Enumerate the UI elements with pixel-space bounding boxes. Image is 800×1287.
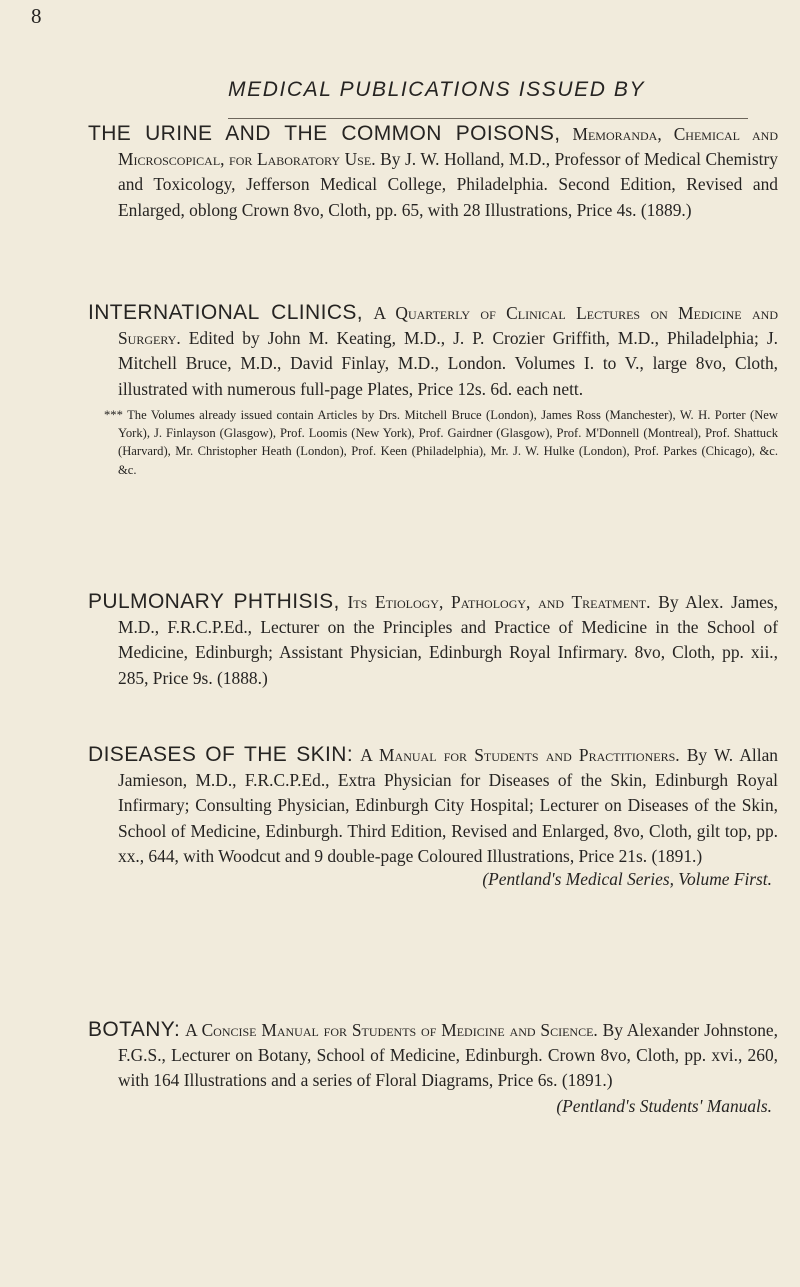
page-number: 8 bbox=[31, 4, 42, 28]
catalog-entry-skin bbox=[88, 742, 778, 892]
entry-text bbox=[88, 589, 778, 691]
catalog-entry-clinics bbox=[88, 300, 778, 479]
entry-heading: PULMONARY PHTHISIS, bbox=[88, 590, 340, 613]
running-head: MEDICAL PUBLICATIONS ISSUED BY bbox=[228, 78, 646, 101]
entry-subtitle: A Manual for Students and Practitioners. bbox=[360, 745, 680, 765]
entry-details: By W. Allan Jamieson, M.D., F.R.C.P.Ed., Extra Physician for Diseases of the Skin, Edinburgh Royal Infirmary; Consulting Physician, Edinburgh City Hospital; Lecturer on Diseases of the Skin, School of Medicine, Edinburgh. Third Edition, Revised and Enlarged, 8vo, Cloth, gilt top, pp. xx., 644, with Woodcut and 9 double-page Coloured Illustrations, Price 21s. (1891.) bbox=[118, 745, 778, 866]
catalog-entry-botany bbox=[88, 1017, 778, 1119]
entry-note: *** The Volumes already issued contain Articles by Drs. Mitchell Bruce (London), James Ross (Manchester), W. H. Porter (New York), J. Finlayson (Glasgow), Prof. Loomis (New York), Prof. Gairdner (Glasgow), Prof. M'Donnell (Montreal), Prof. Shattuck (Harvard), Mr. Christopher Heath (London), Prof. Keen (Philadelphia), Mr. J. W. Hulke (London), Prof. Parkes (Chicago), &c. &c. bbox=[104, 407, 778, 477]
entry-subtitle: Its Etiology, Pathology, and Treatment. bbox=[347, 592, 651, 612]
series-note: (Pentland's Medical Series, Volume First. bbox=[482, 869, 772, 890]
header-rule bbox=[228, 118, 748, 119]
catalog-entry-urine bbox=[88, 121, 778, 223]
entry-text bbox=[88, 300, 778, 402]
entry-subtitle: A Quarterly of Clinical Lectures on Medicine and Surgery. bbox=[118, 303, 778, 349]
entry-text bbox=[88, 742, 778, 869]
entry-heading: THE URINE AND THE COMMON POISONS, bbox=[88, 122, 561, 145]
series-note: (Pentland's Students' Manuals. bbox=[556, 1095, 772, 1116]
entry-heading: DISEASES OF THE SKIN: bbox=[88, 743, 354, 766]
entry-heading: INTERNATIONAL CLINICS, bbox=[88, 301, 364, 324]
entry-details: By Alexander Johnstone, F.G.S., Lecturer on Botany, School of Medicine, Edinburgh. Crown 8vo, Cloth, pp. xvi., 260, with 164 Illustrations and a series of Floral Diagrams, Price 6s. (1891.) bbox=[118, 1020, 778, 1091]
entry-subtitle: Memoranda, Chemical and Microscopical, for Laboratory Use. bbox=[118, 124, 778, 170]
catalog-entry-phthisis bbox=[88, 589, 778, 691]
entry-details: By J. W. Holland, M.D., Professor of Medical Chemistry and Toxicology, Jefferson Medical College, Philadelphia. Second Edition, Revised and Enlarged, oblong Crown 8vo, Cloth, pp. 65, with 28 Illustrations, Price 4s. (1889.) bbox=[118, 149, 778, 220]
entry-details: By Alex. James, M.D., F.R.C.P.Ed., Lecturer on the Principles and Practice of Medicine in the School of Medicine, Edinburgh; Assistant Physician, Edinburgh Royal Infirmary. 8vo, Cloth, pp. xii., 285, Price 9s. (1888.) bbox=[118, 592, 778, 688]
entry-text bbox=[88, 1017, 778, 1094]
entry-text bbox=[88, 121, 778, 223]
entry-details: Edited by John M. Keating, M.D., J. P. Crozier Griffith, M.D., Philadelphia; J. Mitchell Bruce, M.D., David Finlay, M.D., London. Volumes I. to V., large 8vo, Cloth, illustrated with numerous full-page Plates, Price 12s. 6d. each nett. bbox=[118, 328, 778, 399]
entry-heading: BOTANY: bbox=[88, 1018, 181, 1041]
entry-subtitle: A Concise Manual for Students of Medicine and Science. bbox=[185, 1020, 598, 1040]
